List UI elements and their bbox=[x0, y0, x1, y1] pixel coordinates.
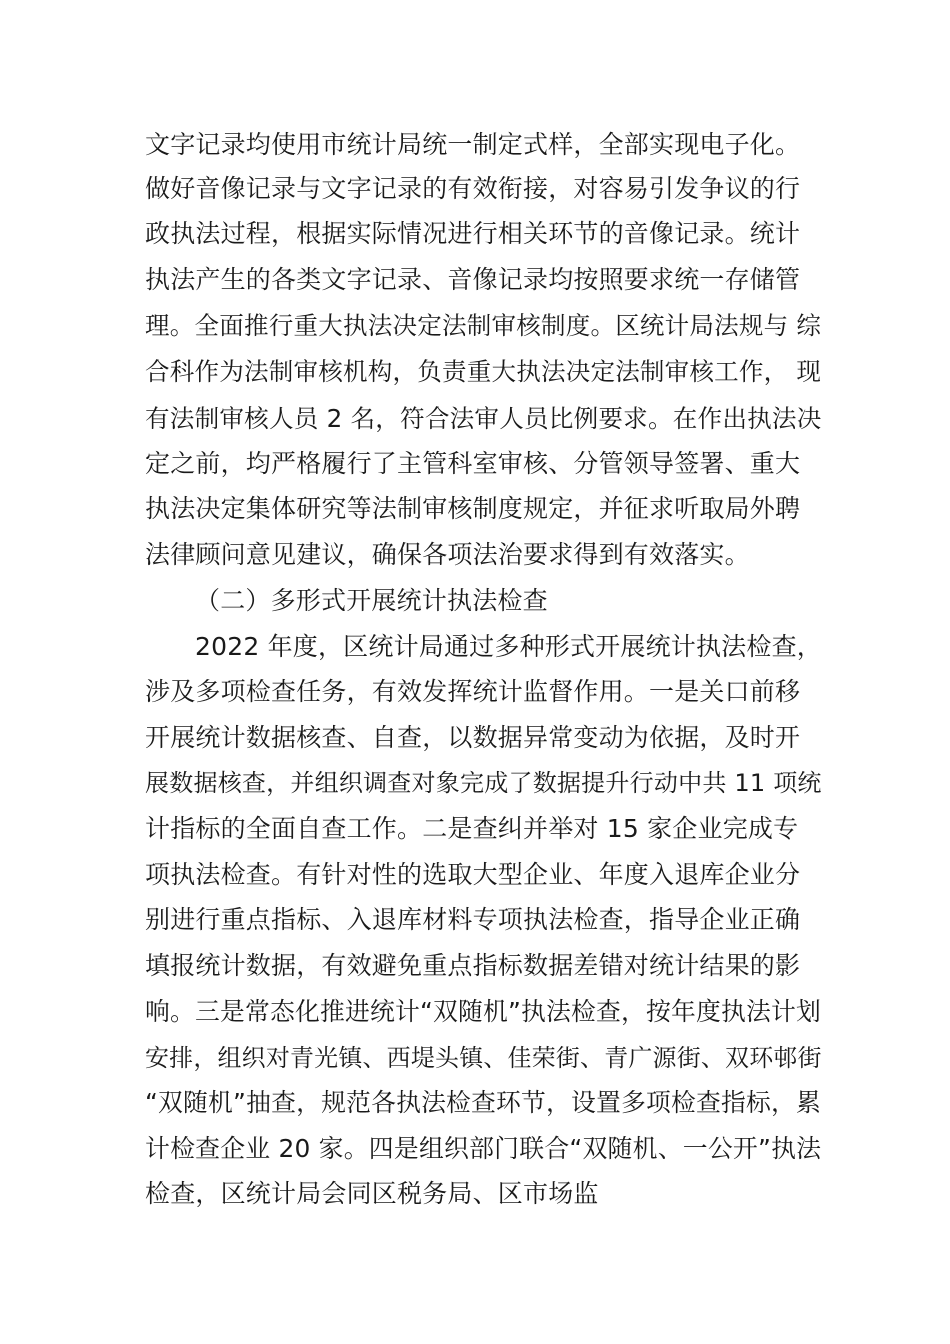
text-line: 涉及多项检查任务，有效发挥统计监督作用。一是关口前移 bbox=[145, 677, 801, 706]
text-line: 展数据核查，并组织调查对象完成了数据提升行动中共 11 项统 bbox=[145, 769, 822, 797]
text-line: 理。全面推行重大执法决定法制审核制度。区统计局法规与 综 bbox=[145, 311, 822, 340]
text-line: 计指标的全面自查工作。二是查纠并举对 15 家企业完成专 bbox=[145, 814, 799, 843]
text-line: 合科作为法制审核机构，负责重大执法决定法制审核工作， 现 bbox=[145, 357, 822, 386]
text-line: 检查，区统计局会同区税务局、区市场监 bbox=[145, 1179, 599, 1208]
text-line: 有法制审核人员 2 名，符合法审人员比例要求。在作出执法决 bbox=[145, 404, 822, 433]
text-line: 文字记录均使用市统计局统一制定式样，全部实现电子化。 bbox=[145, 130, 801, 159]
text-line: 做好音像记录与文字记录的有效衔接，对容易引发争议的行 bbox=[145, 174, 801, 203]
text-line: 响。三是常态化推进统计“双随机”执法检查，按年度执法计划 bbox=[145, 997, 822, 1026]
text-line: 开展统计数据核查、自查，以数据异常变动为依据，及时开 bbox=[145, 723, 801, 752]
text-line: 项执法检查。有针对性的选取大型企业、年度入退库企业分 bbox=[145, 860, 801, 889]
text-line: 政执法过程，根据实际情况进行相关环节的音像记录。统计 bbox=[145, 219, 801, 248]
text-line: “双随机”抽查，规范各执法检查环节，设置多项检查指标，累 bbox=[145, 1088, 822, 1117]
text-line: 法律顾问意见建议，确保各项法治要求得到有效落实。 bbox=[145, 540, 750, 569]
text-line: 执法产生的各类文字记录、音像记录均按照要求统一存储管 bbox=[145, 265, 801, 294]
text-line: 计检查企业 20 家。四是组织部门联合“双随机、一公开”执法 bbox=[145, 1134, 822, 1163]
text-line: 填报统计数据，有效避免重点指标数据差错对统计结果的影 bbox=[145, 951, 801, 980]
paragraph-first-line: 2022 年度，区统计局通过多种形式开展统计执法检查， bbox=[195, 632, 822, 661]
text-line: 执法决定集体研究等法制审核制度规定，并征求听取局外聘 bbox=[145, 494, 801, 523]
text-line: 安排，组织对青光镇、西堤头镇、佳荣街、青广源街、双环邨街 bbox=[145, 1044, 822, 1072]
text-line: 定之前，均严格履行了主管科室审核、分管领导签署、重大 bbox=[145, 449, 801, 478]
text-line: 别进行重点指标、入退库材料专项执法检查，指导企业正确 bbox=[145, 905, 801, 934]
section-heading: （二）多形式开展统计执法检查 bbox=[195, 586, 548, 615]
